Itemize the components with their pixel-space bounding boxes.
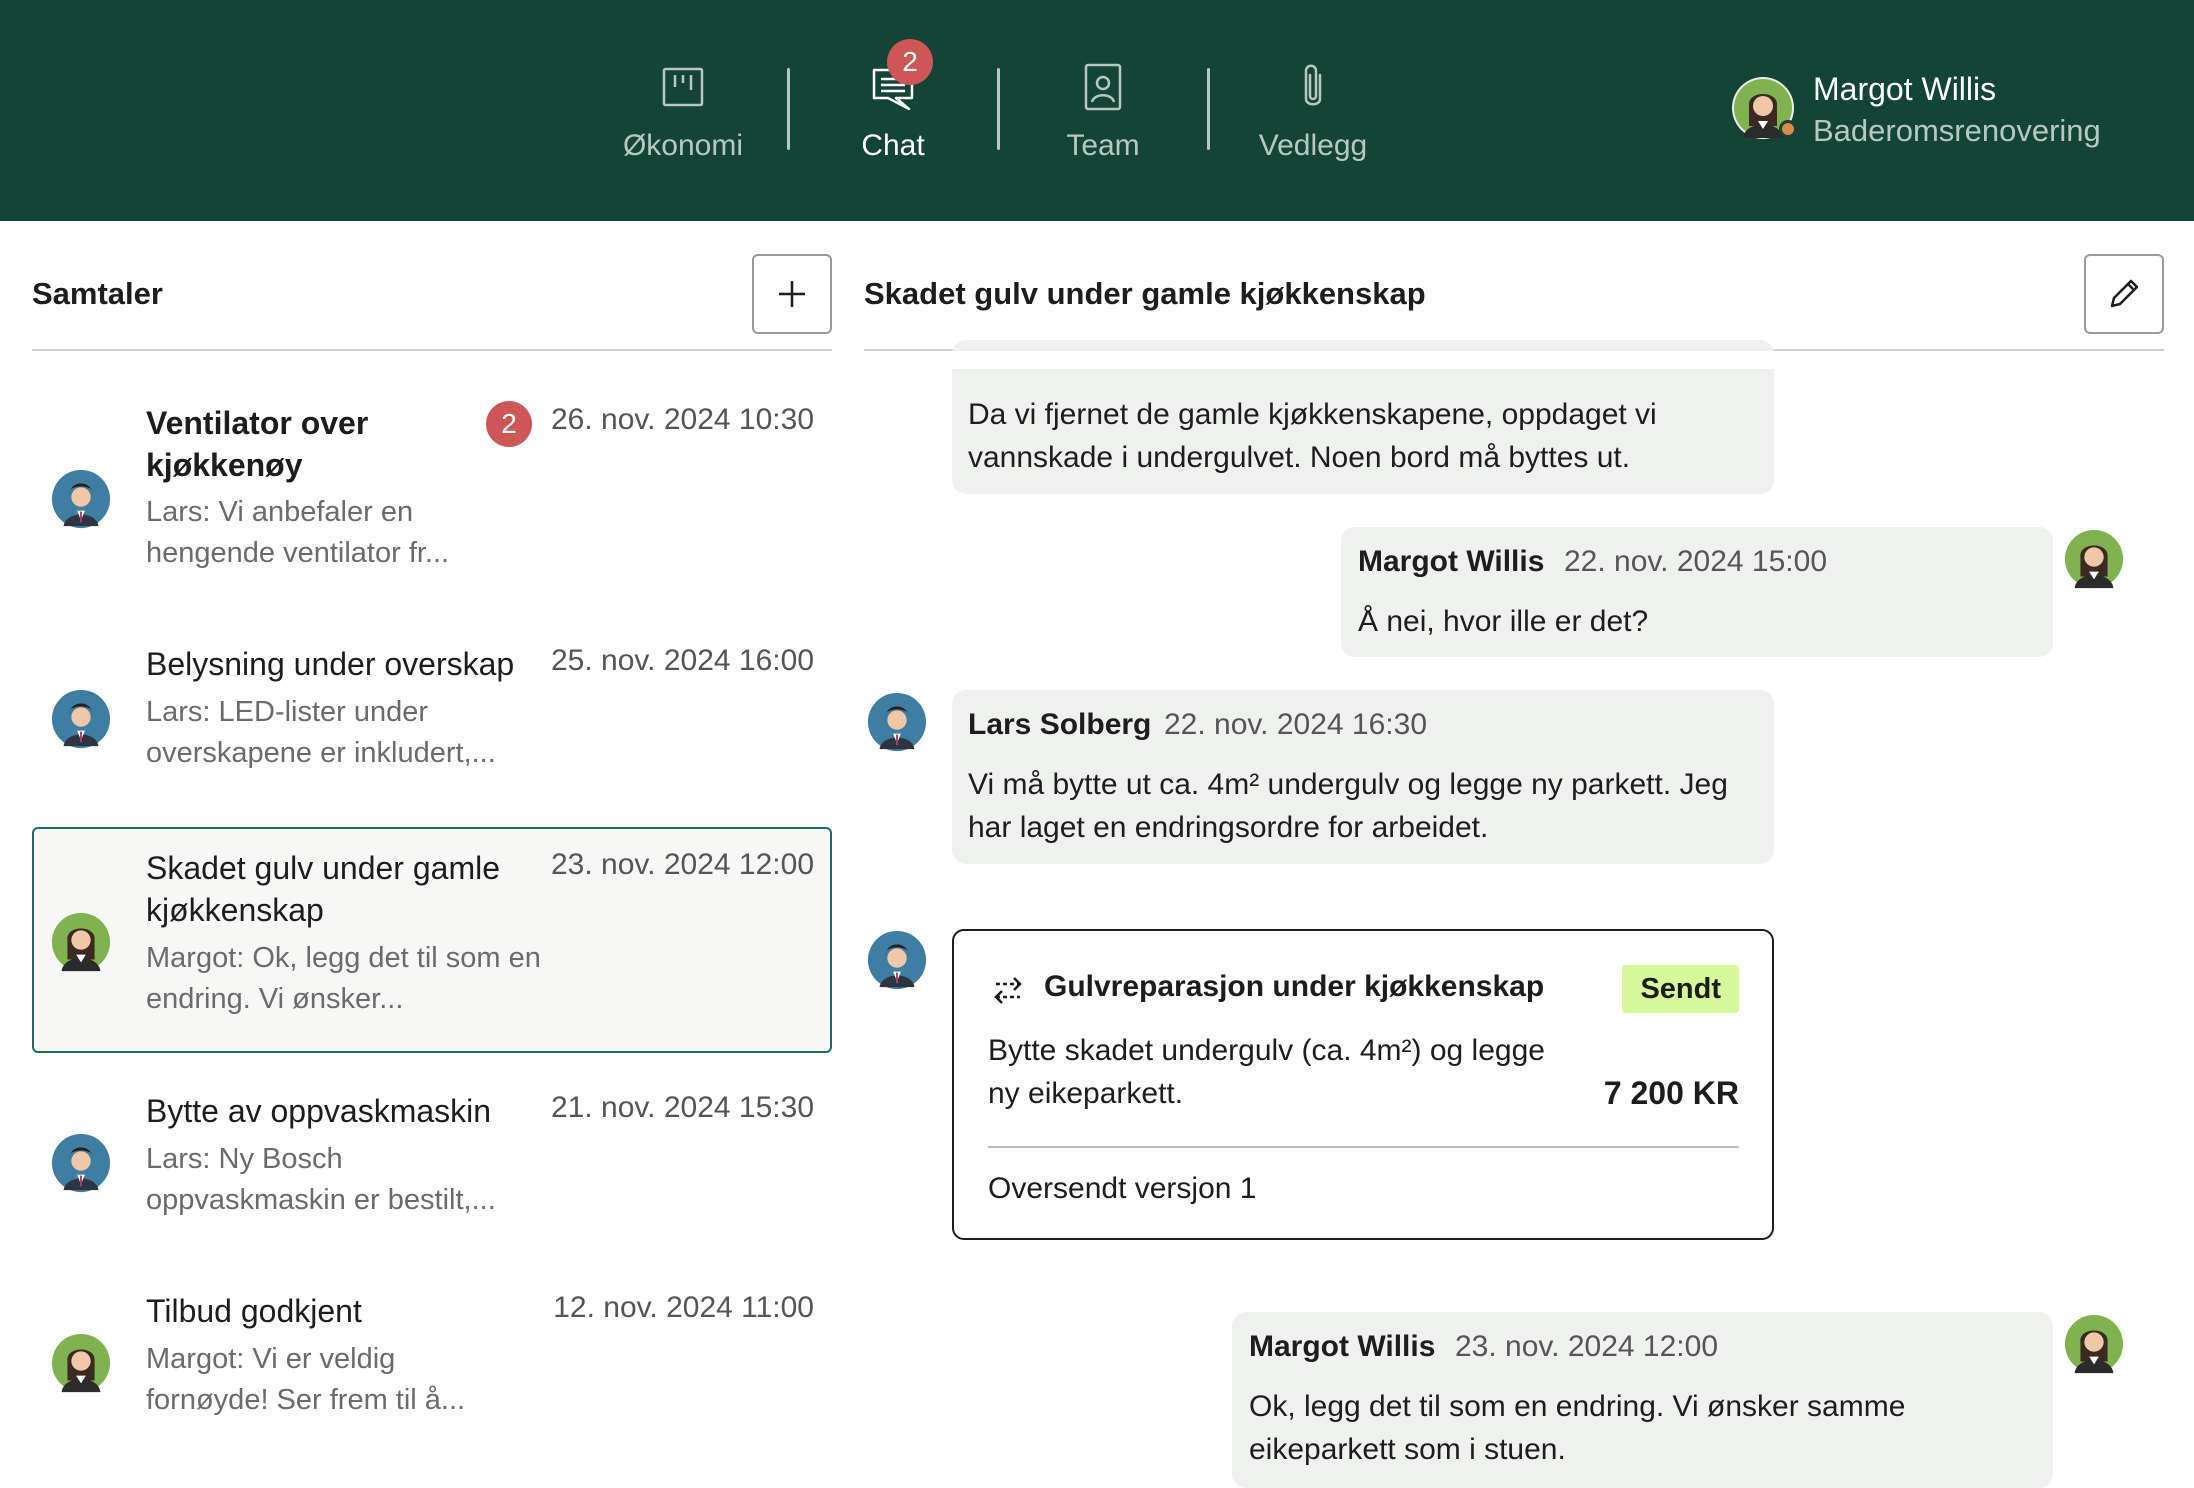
change-order-amount: 7 200 KR [1603, 1075, 1739, 1111]
message-text: Ok, legg det til som en endring. Vi ønsker samme eikeparkett som i stuen. [1249, 1390, 1906, 1466]
swap-arrows-icon [990, 975, 1026, 1005]
nav-team[interactable] [1003, 55, 1203, 175]
unread-badge: 2 [887, 39, 933, 85]
nav-okonomi[interactable] [583, 55, 783, 175]
avatar [50, 911, 112, 973]
message-text: Da vi fjernet de gamle kjøkkenskapene, oppdaget vi vannskade i undergulvet. Noen bord må byttes ut. [968, 398, 1657, 474]
conversation-preview: Lars: Ny Bosch oppvaskmaskin er bestilt,... [146, 1143, 496, 1216]
change-order-title: Gulvreparasjon under kjøkkenskap [1044, 970, 1545, 1003]
conversations-title: Samtaler [32, 276, 163, 311]
conversation-title: Skadet gulv under gamle kjøkkenskap [146, 850, 500, 928]
unread-badge: 2 [486, 401, 532, 447]
nav-label: Chat [861, 129, 925, 162]
avatar [50, 1332, 112, 1394]
nav-chat[interactable] [793, 46, 993, 175]
conversation-date: 12. nov. 2024 11:00 [553, 1291, 814, 1324]
message-text: Å nei, hvor ille er det? [1358, 605, 1649, 638]
conversation-title: Belysning under overskap [146, 646, 515, 682]
presence-indicator [1779, 120, 1797, 138]
conversation-date: 26. nov. 2024 10:30 [551, 403, 814, 436]
conversation-item[interactable] [32, 1284, 832, 1444]
conversation-preview: Margot: Vi er veldig fornøyde! Ser frem til å... [146, 1343, 466, 1416]
avatar [50, 688, 112, 750]
conversation-item[interactable] [32, 376, 832, 596]
conversation-item[interactable] [32, 628, 832, 788]
plus-icon [777, 279, 807, 309]
nav-label: Økonomi [622, 129, 744, 162]
avatar [866, 691, 928, 753]
avatar [50, 1132, 112, 1194]
new-conversation-button[interactable] [752, 254, 832, 334]
message-bubble [1341, 527, 2053, 657]
status-badge: Sendt [1622, 965, 1739, 1013]
divider [32, 349, 832, 351]
user-name: Margot Willis [1813, 71, 1997, 107]
user-profile[interactable] [1731, 70, 2151, 160]
nav-label: Team [1066, 129, 1140, 162]
conversation-title: Tilbud godkjent [146, 1293, 362, 1329]
message-author: Lars Solberg [968, 708, 1152, 741]
paperclip-icon [1291, 61, 1335, 113]
avatar [50, 468, 112, 530]
chat-title: Skadet gulv under gamle kjøkkenskap [864, 276, 1426, 311]
message-bubble [952, 690, 1774, 864]
change-order-card[interactable] [952, 929, 1774, 1240]
message-time: 23. nov. 2024 12:00 [1455, 1330, 1718, 1363]
avatar [2063, 528, 2125, 590]
id-badge-icon [1081, 61, 1125, 113]
message-time: 22. nov. 2024 16:30 [1164, 708, 1427, 741]
message-author: Margot Willis [1358, 545, 1545, 578]
message-text: Vi må bytte ut ca. 4m² undergulv og legge ny parkett. Jeg har laget en endringsordre for arbeidet. [968, 768, 1728, 844]
conversation-preview: Lars: Vi anbefaler en hengende ventilator fr... [146, 496, 450, 569]
edit-conversation-button[interactable] [2084, 254, 2164, 334]
conversation-item-selected[interactable] [32, 827, 832, 1053]
nav-separator [997, 68, 1000, 150]
message-time: 22. nov. 2024 15:00 [1564, 545, 1827, 578]
avatar [2063, 1313, 2125, 1375]
dashboard-icon [661, 61, 705, 113]
conversation-item[interactable] [32, 1084, 832, 1244]
project-name: Baderomsrenovering [1813, 113, 2101, 148]
nav-separator [787, 68, 790, 150]
conversation-preview: Lars: LED-lister under overskapene er inkludert,... [146, 696, 496, 769]
conversation-date: 25. nov. 2024 16:00 [551, 644, 814, 677]
change-order-version: Oversendt versjon 1 [988, 1172, 1257, 1205]
nav-label: Vedlegg [1258, 129, 1368, 162]
conversation-preview: Margot: Ok, legg det til som en endring. Vi ønsker... [146, 942, 541, 1015]
avatar [866, 929, 928, 991]
pencil-icon [2106, 276, 2142, 312]
conversation-date: 21. nov. 2024 15:30 [551, 1091, 814, 1124]
conversation-title: Ventilator over kjøkkenøy [146, 405, 369, 483]
conversation-title: Bytte av oppvaskmaskin [146, 1093, 492, 1129]
change-order-description: Bytte skadet undergulv (ca. 4m²) og legge ny eikeparkett. [988, 1034, 1545, 1110]
message-author: Margot Willis [1249, 1330, 1436, 1363]
top-navigation-bar [0, 0, 2194, 221]
divider [988, 1146, 1739, 1148]
nav-vedlegg[interactable] [1213, 55, 1413, 175]
conversation-date: 23. nov. 2024 12:00 [551, 848, 814, 881]
scroll-mask [864, 351, 2164, 369]
message-bubble [1232, 1312, 2053, 1488]
nav-separator [1207, 68, 1210, 150]
